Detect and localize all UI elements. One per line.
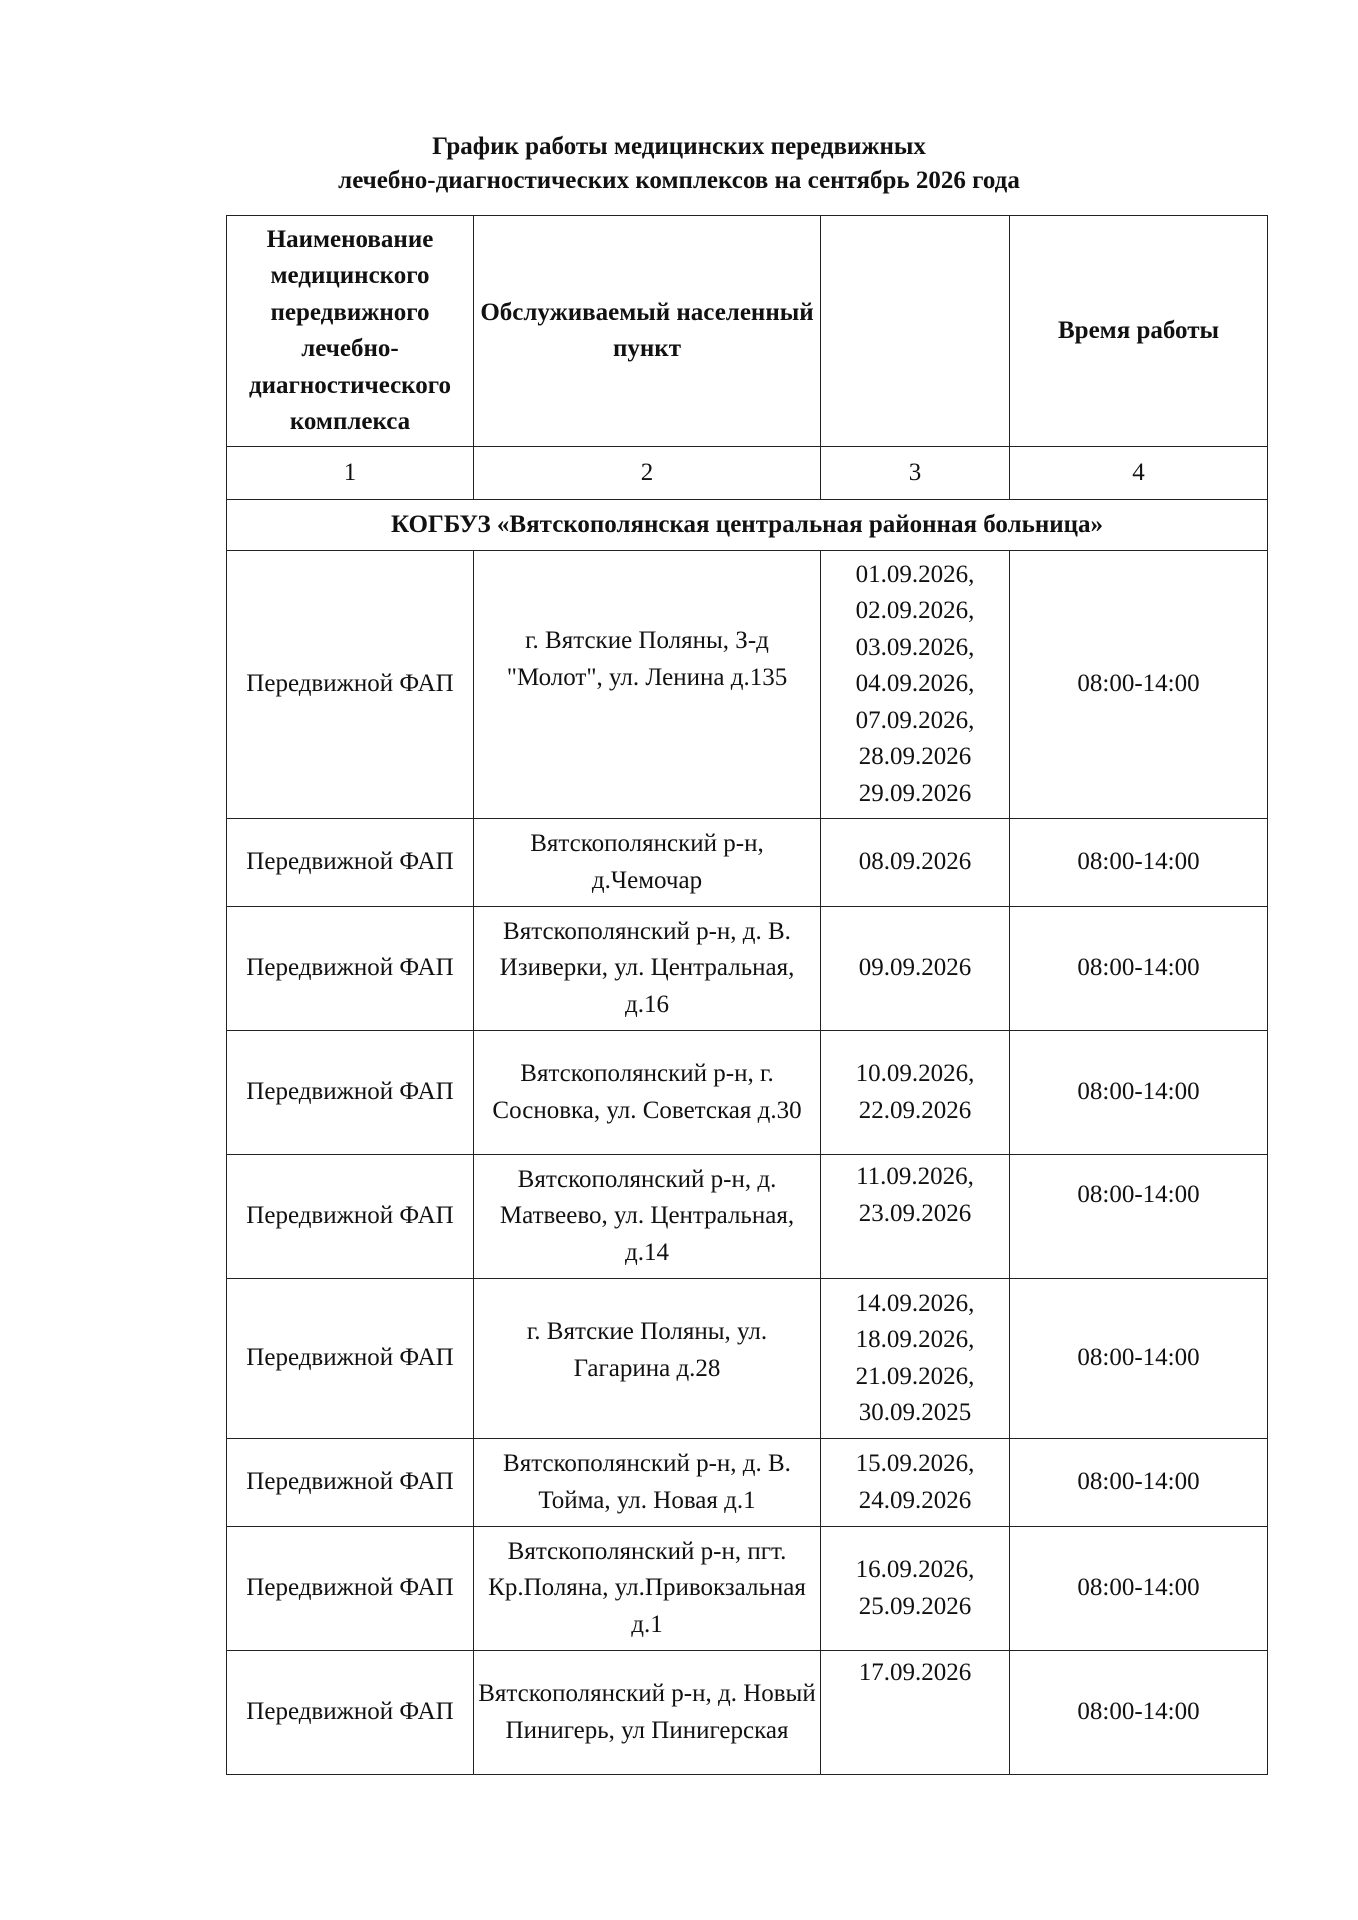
work-time-cell: 08:00-14:00 bbox=[1010, 1439, 1268, 1527]
work-time-cell: 08:00-14:00 bbox=[1010, 907, 1268, 1031]
dates-cell bbox=[821, 1651, 1010, 1775]
table-row bbox=[227, 1031, 1268, 1155]
date-entry: 30.09.2025 bbox=[858, 1399, 972, 1426]
dates-cell bbox=[821, 1439, 1010, 1527]
column-number: 3 bbox=[821, 447, 1010, 500]
date-entry: 10.09.2026, bbox=[855, 1060, 975, 1087]
complex-name-cell: Передвижной ФАП bbox=[227, 819, 474, 907]
date-entry: 17.09.2026 bbox=[858, 1659, 972, 1686]
organization-row bbox=[227, 500, 1268, 551]
header-complex-name: Наименование медицинского передвижного лечебно-диагностического комплекса bbox=[227, 216, 474, 447]
location-cell: Вятскополянский р-н, д. Новый Пинигерь, ул Пинигерская bbox=[474, 1651, 821, 1775]
date-entry: 02.09.2026, bbox=[855, 597, 975, 625]
date-entry: 15.09.2026, bbox=[855, 1450, 975, 1477]
date-entry: 14.09.2026, bbox=[855, 1289, 975, 1317]
document-title bbox=[0, 130, 1358, 198]
header-row bbox=[227, 216, 1268, 447]
table-row bbox=[227, 1279, 1268, 1439]
complex-name-cell: Передвижной ФАП bbox=[227, 551, 474, 819]
work-time-cell: 08:00-14:00 bbox=[1010, 1031, 1268, 1155]
header-location: Обслуживаемый населенный пункт bbox=[474, 216, 821, 447]
complex-name-cell: Передвижной ФАП bbox=[227, 1279, 474, 1439]
date-entry: 24.09.2026 bbox=[858, 1486, 972, 1514]
dates-cell bbox=[821, 819, 1010, 907]
location-cell: Вятскополянский р-н, д. В. Изиверки, ул. Центральная, д.16 bbox=[474, 907, 821, 1031]
column-number: 4 bbox=[1010, 447, 1268, 500]
dates-cell bbox=[821, 1031, 1010, 1155]
work-time-cell: 08:00-14:00 bbox=[1010, 1651, 1268, 1775]
location-cell: г. Вятские Поляны, ул. Гагарина д.28 bbox=[474, 1279, 821, 1439]
date-entry: 03.09.2026, bbox=[855, 633, 975, 661]
title-line-1: График работы медицинских передвижных bbox=[432, 133, 926, 160]
date-entry: 29.09.2026 bbox=[858, 779, 972, 807]
work-time-cell: 08:00-14:00 bbox=[1010, 819, 1268, 907]
date-entry: 11.09.2026, bbox=[856, 1163, 974, 1190]
table-row bbox=[227, 1155, 1268, 1279]
column-number: 1 bbox=[227, 447, 474, 500]
dates-cell bbox=[821, 551, 1010, 819]
table-row bbox=[227, 1439, 1268, 1527]
complex-name-cell: Передвижной ФАП bbox=[227, 1031, 474, 1155]
organization-name: КОГБУЗ «Вятскополянская центральная районная больница» bbox=[227, 500, 1268, 551]
location-cell: Вятскополянский р-н, д.Чемочар bbox=[474, 819, 821, 907]
header-dates bbox=[821, 216, 1010, 447]
date-entry: 28.09.2026 bbox=[858, 743, 972, 771]
schedule-rows bbox=[227, 551, 1268, 1775]
complex-name-cell: Передвижной ФАП bbox=[227, 1439, 474, 1527]
table-row bbox=[227, 1651, 1268, 1775]
date-entry: 22.09.2026 bbox=[858, 1096, 972, 1124]
table-row bbox=[227, 907, 1268, 1031]
complex-name-cell: Передвижной ФАП bbox=[227, 1155, 474, 1279]
date-entry: 16.09.2026, bbox=[855, 1556, 975, 1583]
table-row bbox=[227, 819, 1268, 907]
header-work-time: Время работы bbox=[1010, 216, 1268, 447]
work-time-cell: 08:00-14:00 bbox=[1010, 1527, 1268, 1651]
complex-name-cell: Передвижной ФАП bbox=[227, 1651, 474, 1775]
dates-cell bbox=[821, 1155, 1010, 1279]
work-time-cell: 08:00-14:00 bbox=[1010, 1155, 1268, 1279]
location-cell: Вятскополянский р-н, д. Матвеево, ул. Центральная, д.14 bbox=[474, 1155, 821, 1279]
location-cell: Вятскополянский р-н, д. В. Тойма, ул. Новая д.1 bbox=[474, 1439, 821, 1527]
date-entry: 08.09.2026 bbox=[858, 848, 972, 876]
date-entry: 01.09.2026, bbox=[855, 560, 975, 588]
dates-cell bbox=[821, 907, 1010, 1031]
date-entry: 09.09.2026 bbox=[858, 954, 972, 982]
date-entry: 25.09.2026 bbox=[858, 1592, 972, 1620]
column-number: 2 bbox=[474, 447, 821, 500]
title-line-2: лечебно-диагностических комплексов на сентябрь 2026 года bbox=[338, 167, 1020, 194]
date-entry: 07.09.2026, bbox=[855, 706, 975, 734]
column-number-row bbox=[227, 447, 1268, 500]
location-cell: Вятскополянский р-н, пгт. Кр.Поляна, ул.Привокзальная д.1 bbox=[474, 1527, 821, 1651]
work-time-cell: 08:00-14:00 bbox=[1010, 551, 1268, 819]
date-entry: 18.09.2026, bbox=[855, 1326, 975, 1353]
table-row bbox=[227, 1527, 1268, 1651]
schedule-table bbox=[226, 215, 1268, 1775]
work-time-cell: 08:00-14:00 bbox=[1010, 1279, 1268, 1439]
complex-name-cell: Передвижной ФАП bbox=[227, 1527, 474, 1651]
date-entry: 23.09.2026 bbox=[858, 1199, 972, 1227]
date-entry: 04.09.2026, bbox=[855, 670, 975, 698]
dates-cell bbox=[821, 1527, 1010, 1651]
date-entry: 21.09.2026, bbox=[855, 1362, 975, 1390]
location-cell: Вятскополянский р-н, г. Сосновка, ул. Советская д.30 bbox=[474, 1031, 821, 1155]
complex-name-cell: Передвижной ФАП bbox=[227, 907, 474, 1031]
location-cell: г. Вятские Поляны, З-д "Молот", ул. Ленина д.135 bbox=[474, 551, 821, 819]
dates-cell bbox=[821, 1279, 1010, 1439]
table-row bbox=[227, 551, 1268, 819]
